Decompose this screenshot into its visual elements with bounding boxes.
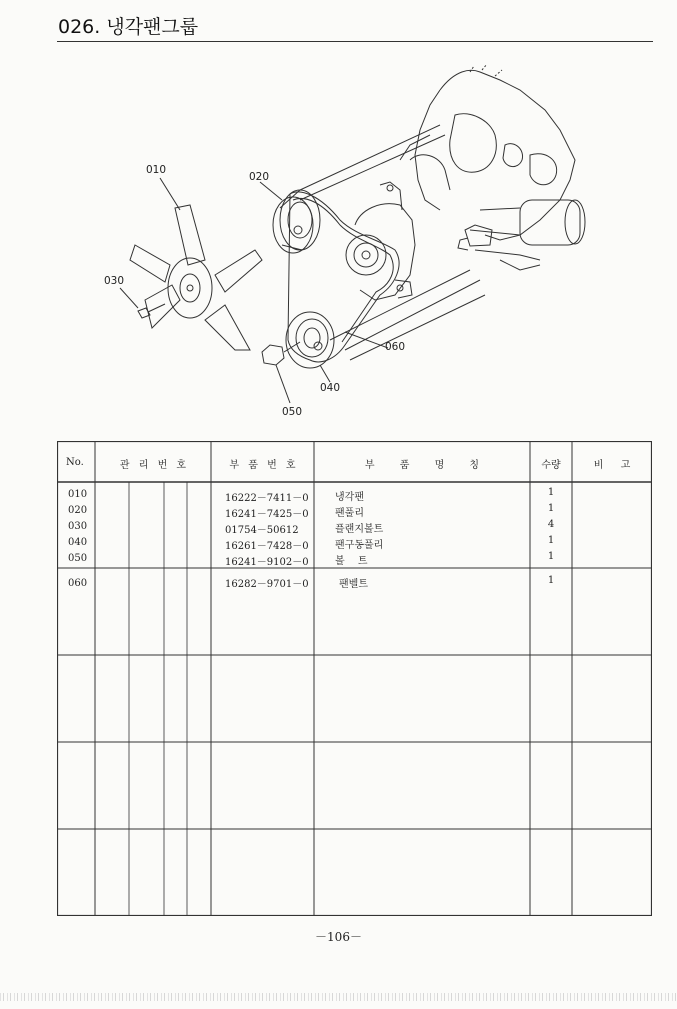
row-qty: 1 xyxy=(547,535,555,546)
title-rule xyxy=(57,41,653,42)
callout-010: 010 xyxy=(146,164,167,176)
row-part-name: 팬구동풀리 xyxy=(335,540,384,551)
header-qty: 수량 xyxy=(541,460,561,471)
row-part-name: 팬벨트 xyxy=(339,579,368,590)
header-remark: 비 고 xyxy=(593,460,631,471)
row-part-name: 냉각팬 xyxy=(335,492,364,503)
page-title: 026. 냉각팬그룹 xyxy=(58,16,199,38)
row-part-no: 16261－7428－0 xyxy=(225,541,309,552)
diagram-drawing xyxy=(0,60,677,430)
row-part-name: 볼 트 xyxy=(335,556,368,567)
row-part-name: 플랜지볼트 xyxy=(335,524,384,535)
row-no: 050 xyxy=(68,553,88,564)
header-part-no: 부 품 번 호 xyxy=(229,460,296,471)
callout-020: 020 xyxy=(249,171,270,183)
parts-diagram xyxy=(0,60,677,430)
callout-050: 050 xyxy=(282,406,303,418)
alternator-drawing xyxy=(346,182,415,300)
row-part-no: 01754－50612 xyxy=(225,525,299,536)
row-part-no: 16222－7411－0 xyxy=(225,493,309,504)
row-qty: 1 xyxy=(547,487,555,498)
fan-belt-drawing xyxy=(288,192,399,362)
parts-table xyxy=(57,441,652,916)
row-qty: 1 xyxy=(547,503,555,514)
page-number: －106－ xyxy=(315,930,362,944)
row-no: 020 xyxy=(68,505,88,516)
header-mgmt-no: 관 리 번 호 xyxy=(119,460,187,471)
callout-060: 060 xyxy=(385,341,406,353)
callout-030: 030 xyxy=(104,275,125,287)
row-qty: 4 xyxy=(547,519,555,530)
cooling-fan-drawing xyxy=(130,205,262,350)
header-part-name: 부 품 명 칭 xyxy=(364,460,480,471)
row-no: 040 xyxy=(68,537,88,548)
header-no: No. xyxy=(66,457,84,468)
row-qty: 1 xyxy=(547,551,555,562)
scan-artifact xyxy=(0,993,677,1001)
engine-block-drawing xyxy=(400,64,585,270)
row-part-no: 16241－9102－0 xyxy=(225,557,309,568)
row-no: 030 xyxy=(68,521,88,532)
callout-040: 040 xyxy=(320,382,341,394)
row-qty: 1 xyxy=(547,575,555,586)
fan-pulley-drawing xyxy=(273,190,320,253)
row-part-name: 팬풀리 xyxy=(335,508,364,519)
row-part-no: 16241－7425－0 xyxy=(225,509,309,520)
row-no: 060 xyxy=(68,578,88,589)
flange-bolt-drawing xyxy=(138,304,165,318)
row-no: 010 xyxy=(68,489,88,500)
row-part-no: 16282－9701－0 xyxy=(225,579,309,590)
